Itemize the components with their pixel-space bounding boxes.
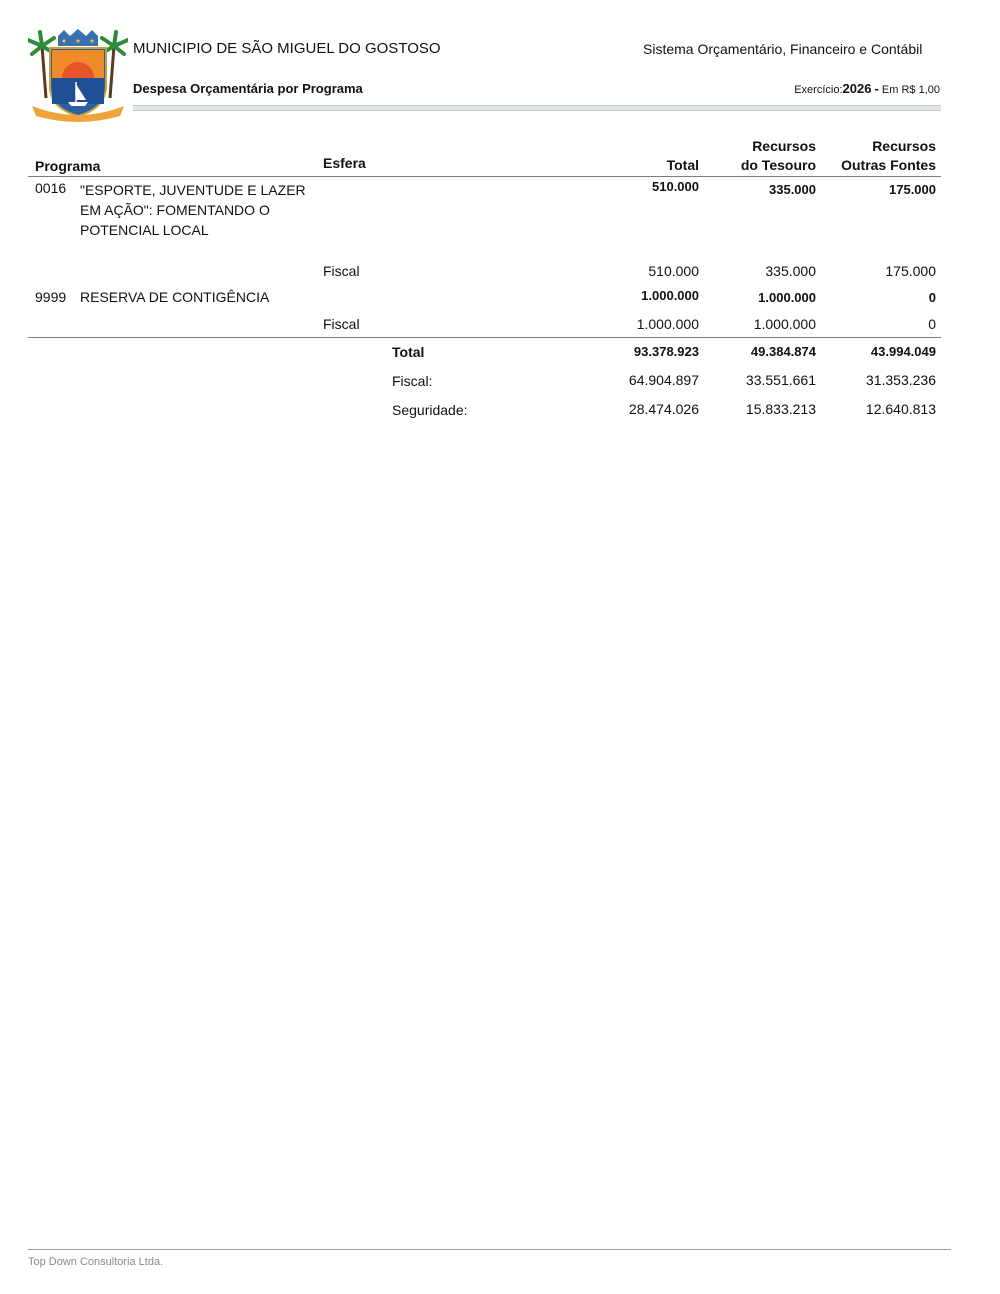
sphere-tesouro: 335.000 <box>765 263 816 279</box>
program-name: RESERVA DE CONTIGÊNCIA <box>80 289 270 305</box>
exercise-info <box>794 81 940 96</box>
seguridade-total-tesouro: 15.833.213 <box>745 401 816 417</box>
program-outras: 0 <box>928 290 936 305</box>
seguridade-total: 28.474.026 <box>628 401 699 417</box>
grand-total-tesouro: 49.384.874 <box>750 344 816 359</box>
exercise-label: Exercício: <box>794 84 843 96</box>
sphere-label: Fiscal <box>323 263 360 279</box>
program-tesouro: 335.000 <box>769 182 816 197</box>
header-rule <box>28 176 941 177</box>
program-code: 9999 <box>35 289 67 305</box>
column-outras-line1: Recursos <box>872 138 936 154</box>
program-total: 510.000 <box>652 179 699 194</box>
footer-rule <box>28 1249 951 1250</box>
program-outras: 175.000 <box>889 182 936 197</box>
column-esfera: Esfera <box>323 155 366 171</box>
municipal-coat-of-arms <box>28 28 128 124</box>
column-tesouro-line1: Recursos <box>752 138 816 154</box>
municipality-title: MUNICIPIO DE SÃO MIGUEL DO GOSTOSO <box>133 40 441 57</box>
grand-total: 93.378.923 <box>633 344 699 359</box>
column-programa: Programa <box>35 158 101 174</box>
header-divider <box>133 105 941 111</box>
sphere-total: 510.000 <box>648 263 699 279</box>
grand-total-outras: 43.994.049 <box>870 344 936 359</box>
column-outras-line2: Outras Fontes <box>841 157 936 173</box>
sphere-label: Fiscal <box>323 316 360 332</box>
report-title: Despesa Orçamentária por Programa <box>133 81 363 96</box>
column-tesouro-line2: do Tesouro <box>740 157 816 173</box>
sphere-outras: 0 <box>928 316 936 332</box>
seguridade-total-label: Seguridade: <box>392 402 468 418</box>
seguridade-total-outras: 12.640.813 <box>865 401 936 417</box>
system-name: Sistema Orçamentário, Financeiro e Contábil <box>643 41 923 57</box>
totals-rule <box>28 337 941 338</box>
currency-label: Em R$ 1,00 <box>881 84 940 96</box>
program-tesouro: 1.000.000 <box>758 290 816 305</box>
sphere-tesouro: 1.000.000 <box>753 316 816 332</box>
program-total: 1.000.000 <box>641 288 699 303</box>
exercise-year: 2026 <box>842 81 872 96</box>
sphere-outras: 175.000 <box>885 263 936 279</box>
program-code: 0016 <box>35 180 67 196</box>
fiscal-total: 64.904.897 <box>628 372 699 388</box>
fiscal-total-label: Fiscal: <box>392 373 433 389</box>
fiscal-total-outras: 31.353.236 <box>865 372 936 388</box>
sphere-total: 1.000.000 <box>636 316 699 332</box>
fiscal-total-tesouro: 33.551.661 <box>745 372 816 388</box>
footer-company: Top Down Consultoria Ltda. <box>28 1256 164 1268</box>
column-total: Total <box>666 157 699 173</box>
currency-separator: - <box>874 81 879 96</box>
program-name: "ESPORTE, JUVENTUDE E LAZER EM AÇÃO": FOMENTANDO O POTENCIAL LOCAL <box>80 182 306 238</box>
grand-total-label: Total <box>392 344 425 360</box>
